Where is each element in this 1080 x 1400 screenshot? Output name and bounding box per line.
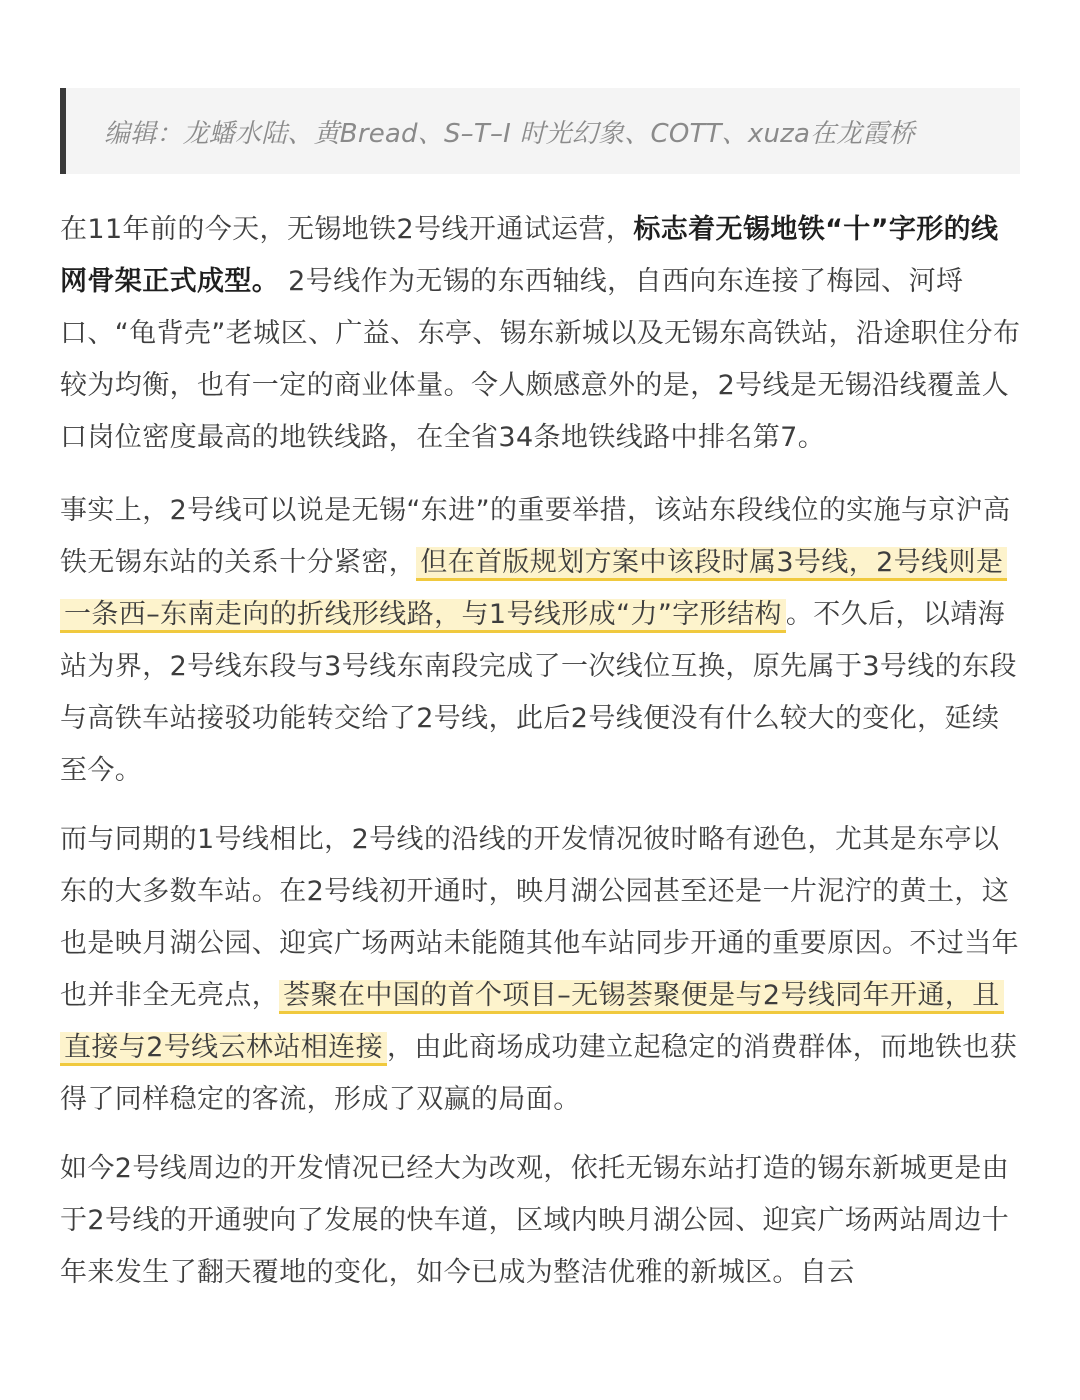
editor-credit-block (60, 88, 1020, 174)
paragraph-2-text: 事实上，2号线可以说是无锡“东进”的重要举措，该站东段线位的实施与京沪高铁无锡东站的关系十分紧密， (60, 495, 1011, 578)
bottom-margin (0, 1290, 1080, 1400)
paragraph-4-text: 如今2号线周边的开发情况已经大为改观，依托无锡东站打造的锡东新城更是由于2号线的开通驶向了发展的快车道，区域内映月湖公园、迎宾广场两站周边十年来发生了翻天覆地的变化，如今已成为整洁优雅的新城区。自云 (60, 1153, 1010, 1288)
paragraph-1-text-2: 2号线作为无锡的东西轴线，自西向东连接了梅园、河埒口、“龟背壳”老城区、广益、东亭、锡东新城以及无锡东高铁站，沿途职住分布较为均衡，也有一定的商业体量。令人颇感意外的是，2号线是无锡沿线覆盖人口岗位密度最高的地铁线路，在全省34条地铁线路中排名第7。 (60, 266, 1021, 453)
paragraph-3-text: 而与同期的1号线相比，2号线的沿线的开发情况彼时略有逊色，尤其是东亭以东的大多数车站。在2号线初开通时，映月湖公园甚至还是一片泥泞的黄土，这也是映月湖公园、迎宾广场两站未能随其他车站同步开通的重要原因。不过当年也并非全无亮点， (60, 824, 1019, 1011)
paragraph-1-bold: 标志着无锡地铁“十”字形的线网骨架正式成型。 (60, 214, 999, 297)
paragraph-1 (60, 204, 1022, 464)
editor-credit: 编辑：龙蟠水陆、黄Bread、S–T–I 时光幻象、COTT、xuza在龙霞桥 (104, 118, 915, 149)
paragraph-3-highlight: 荟聚在中国的首个项目–无锡荟聚便是与2号线同年开通，且直接与2号线云林站相连接 (60, 980, 1004, 1066)
paragraph-2 (60, 485, 1022, 797)
paragraph-2-highlight: 但在首版规划方案中该段时属3号线，2号线则是一条西–东南走向的折线形线路，与1号线形成“力”字形结构 (60, 547, 1007, 633)
paragraph-1-text: 在11年前的今天，无锡地铁2号线开通试运营， (60, 214, 634, 245)
paragraph-3 (60, 814, 1022, 1126)
paragraph-4 (60, 1143, 1022, 1299)
paragraph-3-text-2: ，由此商场成功建立起稳定的消费群体，而地铁也获得了同样稳定的客流，形成了双赢的局面。 (60, 1032, 1018, 1115)
paragraph-2-text-2: 。不久后，以靖海站为界，2号线东段与3号线东南段完成了一次线位互换，原先属于3号线的东段与高铁车站接驳功能转交给了2号线，此后2号线便没有什么较大的变化，延续至今。 (60, 599, 1017, 786)
